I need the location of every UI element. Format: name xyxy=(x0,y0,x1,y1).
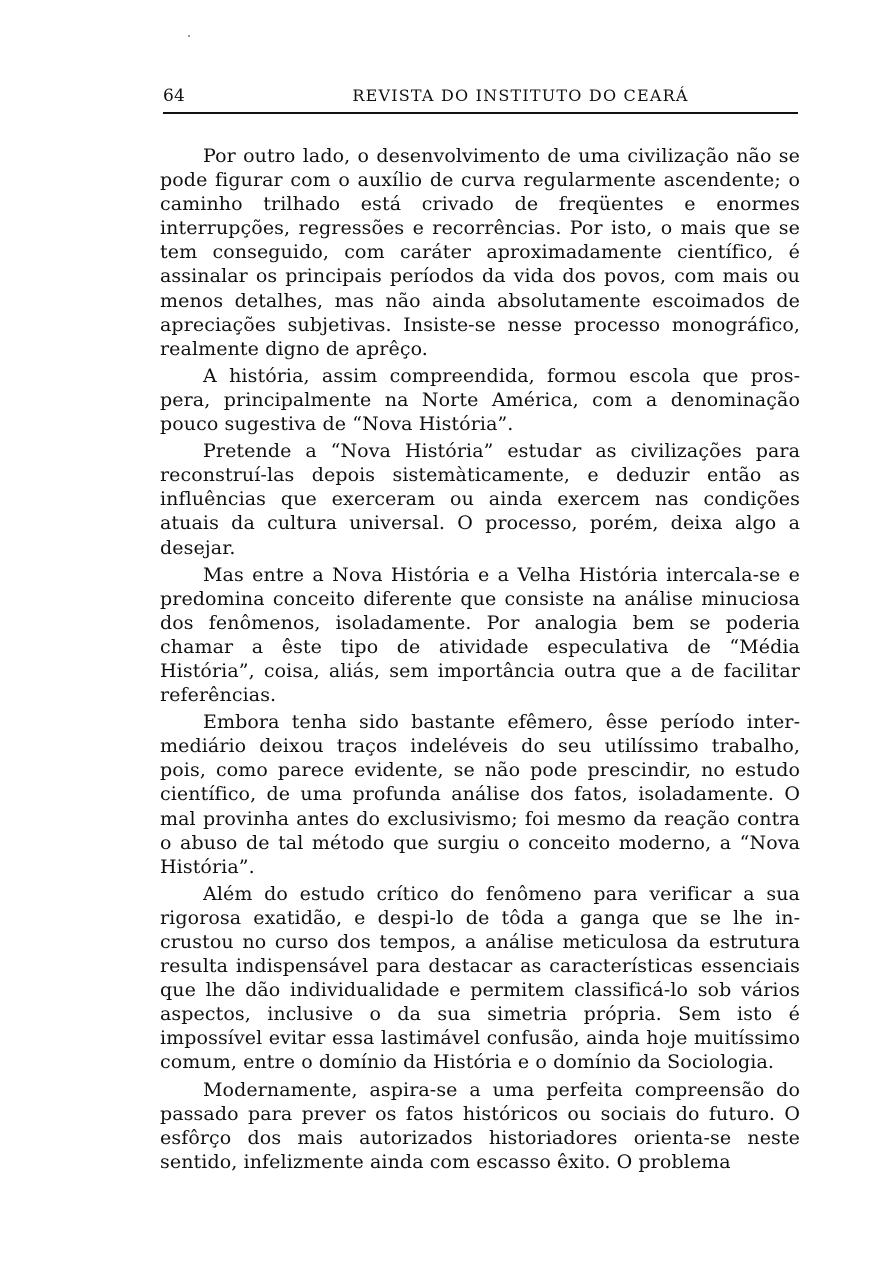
page-header xyxy=(163,82,798,114)
paragraph: Embora tenha sido bastante efêmero, êsse período intermediário deixou traços indeléveis do seu utilíssimo trabalho, pois, como parece evidente, se não pode prescindir, no estudo científico, de uma profunda análise dos fatos, isoladamente. O mal provinha antes do exclusivismo; foi mesmo da reação contra o abuso de tal método que surgiu o conceito moderno, a “Nova História”. xyxy=(160,711,800,878)
paragraph: Além do estudo crítico do fenômeno para verificar a sua rigorosa exatidão, e despi-lo de tôda a ganga que se lhe incrustou no curso dos tempos, a análise meticulosa da estrutura resulta indispensável para destacar as características essenciais que lhe dão individualidade e permitem classificá-lo sob vários aspectos, inclusive o da sua simetria própria. Sem isto é impossível evitar essa lastimável confusão, ainda hoje muitíssimo comum, entre o domínio da História e o domínio da Sociologia. xyxy=(160,882,800,1074)
paragraph: Modernamente, aspira-se a uma perfeita compreensão do passado para prever os fatos históricos ou sociais do futuro. O esfôrço dos mais autorizados historiadores orienta-se neste sentido, infelizmente ainda com escasso êxito. O problema xyxy=(160,1078,800,1173)
page-number: 64 xyxy=(163,86,186,106)
paragraph: A história, assim compreendida, formou escola que prospera, principalmente na Norte América, com a denominação pouco sugestiva de “Nova História”. xyxy=(160,364,800,436)
running-head: REVISTA DO INSTITUTO DO CEARÁ xyxy=(352,86,689,105)
paragraph: Mas entre a Nova História e a Velha História intercala-se e predomina conceito diferente que consiste na análise minuciosa dos fenômenos, isoladamente. Por analogia bem se poderia chamar a êste tipo de atividade especulativa de “Média História”, coisa, aliás, sem importância outra que a de facilitar referências. xyxy=(160,563,800,707)
body-text xyxy=(160,144,800,1177)
scan-speck xyxy=(188,35,190,37)
paragraph: Pretende a “Nova História” estudar as civilizações para reconstruí-las depois sistemàticamente, e deduzir então as influências que exerceram ou ainda exercem nas condições atuais da cultura universal. O processo, porém, deixa algo a desejar. xyxy=(160,440,800,559)
paragraph: Por outro lado, o desenvolvimento de uma civilização não se pode figurar com o auxílio de curva regularmente ascendente; o caminho trilhado está crivado de freqüentes e enormes interrupções, regressões e recorrências. Por isto, o mais que se tem conseguido, com caráter aproximadamente científico, é assinalar os principais períodos da vida dos povos, com mais ou menos detalhes, mas não ainda absolutamente escoimados de apreciações subjetivas. Insiste-se nesse processo monográfico, realmente digno de aprêço. xyxy=(160,145,800,360)
